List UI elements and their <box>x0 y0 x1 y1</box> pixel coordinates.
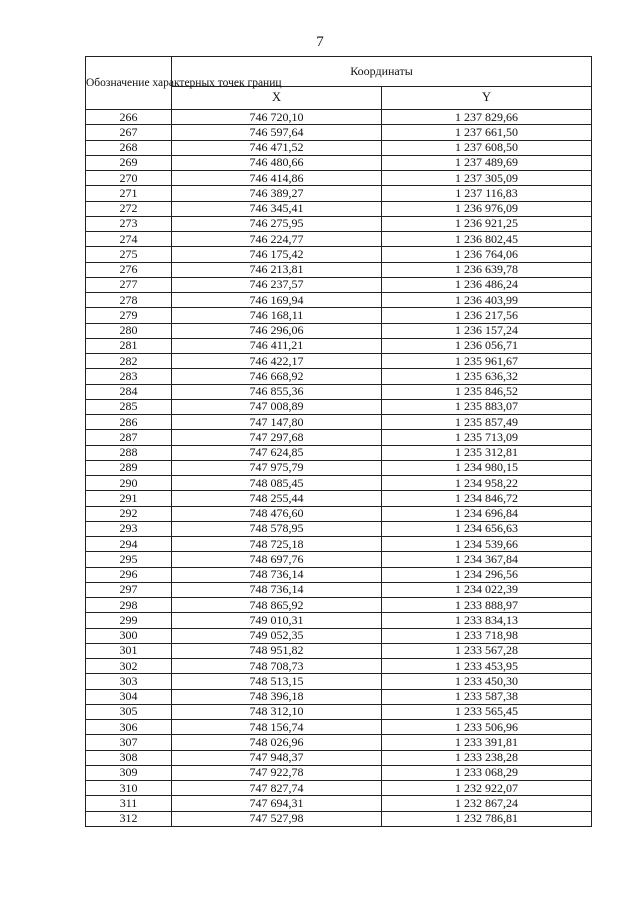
x-coordinate-cell: 748 312,10 <box>172 704 382 719</box>
y-coordinate-cell: 1 236 802,45 <box>382 232 592 247</box>
table-row <box>86 430 592 445</box>
y-coordinate-cell: 1 234 539,66 <box>382 537 592 552</box>
point-id-cell: 287 <box>86 430 172 445</box>
point-id-cell: 299 <box>86 613 172 628</box>
table-row <box>86 521 592 536</box>
x-coordinate-cell: 746 422,17 <box>172 354 382 369</box>
y-coordinate-cell: 1 234 367,84 <box>382 552 592 567</box>
table-row <box>86 171 592 186</box>
y-coordinate-cell: 1 237 661,50 <box>382 125 592 140</box>
y-coordinate-cell: 1 237 116,83 <box>382 186 592 201</box>
y-coordinate-cell: 1 237 489,69 <box>382 155 592 170</box>
page-number: 7 <box>316 34 324 50</box>
point-id-cell: 271 <box>86 186 172 201</box>
table-row <box>86 247 592 262</box>
x-coordinate-cell: 746 411,21 <box>172 338 382 353</box>
x-coordinate-cell: 748 085,45 <box>172 476 382 491</box>
y-coordinate-cell: 1 233 888,97 <box>382 598 592 613</box>
x-coordinate-cell: 747 694,31 <box>172 796 382 811</box>
table-row <box>86 415 592 430</box>
table-row <box>86 338 592 353</box>
point-id-cell: 305 <box>86 704 172 719</box>
y-coordinate-cell: 1 232 922,07 <box>382 781 592 796</box>
x-coordinate-cell: 746 275,95 <box>172 216 382 231</box>
x-coordinate-cell: 748 396,18 <box>172 689 382 704</box>
point-id-cell: 291 <box>86 491 172 506</box>
table-row <box>86 552 592 567</box>
y-coordinate-cell: 1 232 867,24 <box>382 796 592 811</box>
x-coordinate-cell: 748 476,60 <box>172 506 382 521</box>
coordinates-header: Координаты <box>172 57 592 87</box>
x-coordinate-cell: 748 708,73 <box>172 659 382 674</box>
point-id-cell: 273 <box>86 216 172 231</box>
table-row <box>86 735 592 750</box>
table-row <box>86 201 592 216</box>
x-coordinate-cell: 748 951,82 <box>172 643 382 658</box>
point-column-header: Обозначение характерных точек границ <box>86 57 172 110</box>
table-row <box>86 476 592 491</box>
table-row <box>86 628 592 643</box>
x-coordinate-cell: 746 296,06 <box>172 323 382 338</box>
x-coordinate-cell: 747 008,89 <box>172 399 382 414</box>
point-id-cell: 288 <box>86 445 172 460</box>
y-coordinate-cell: 1 236 157,24 <box>382 323 592 338</box>
x-coordinate-cell: 748 736,14 <box>172 567 382 582</box>
table-row <box>86 277 592 292</box>
y-coordinate-cell: 1 236 486,24 <box>382 277 592 292</box>
table-row <box>86 765 592 780</box>
y-coordinate-cell: 1 236 639,78 <box>382 262 592 277</box>
point-id-cell: 274 <box>86 232 172 247</box>
y-coordinate-cell: 1 236 056,71 <box>382 338 592 353</box>
x-coordinate-cell: 746 414,86 <box>172 171 382 186</box>
x-coordinate-cell: 748 725,18 <box>172 537 382 552</box>
x-coordinate-cell: 748 156,74 <box>172 720 382 735</box>
y-coordinate-cell: 1 234 022,39 <box>382 582 592 597</box>
y-coordinate-cell: 1 237 829,66 <box>382 110 592 125</box>
x-coordinate-cell: 748 578,95 <box>172 521 382 536</box>
table-row <box>86 582 592 597</box>
table-row <box>86 323 592 338</box>
y-coordinate-cell: 1 236 921,25 <box>382 216 592 231</box>
table-row <box>86 674 592 689</box>
y-coordinate-cell: 1 233 450,30 <box>382 674 592 689</box>
table-row <box>86 704 592 719</box>
point-id-cell: 303 <box>86 674 172 689</box>
point-id-cell: 311 <box>86 796 172 811</box>
x-coordinate-cell: 746 224,77 <box>172 232 382 247</box>
table-row <box>86 110 592 125</box>
x-coordinate-cell: 749 052,35 <box>172 628 382 643</box>
table-row <box>86 369 592 384</box>
point-id-cell: 298 <box>86 598 172 613</box>
point-id-cell: 292 <box>86 506 172 521</box>
point-id-cell: 306 <box>86 720 172 735</box>
point-id-cell: 279 <box>86 308 172 323</box>
table-row <box>86 232 592 247</box>
y-coordinate-cell: 1 233 506,96 <box>382 720 592 735</box>
x-coordinate-cell: 748 513,15 <box>172 674 382 689</box>
x-coordinate-cell: 747 624,85 <box>172 445 382 460</box>
x-coordinate-cell: 746 169,94 <box>172 293 382 308</box>
x-coordinate-cell: 747 922,78 <box>172 765 382 780</box>
table-row <box>86 750 592 765</box>
point-id-cell: 295 <box>86 552 172 567</box>
x-coordinate-cell: 748 026,96 <box>172 735 382 750</box>
table-row <box>86 491 592 506</box>
point-id-cell: 301 <box>86 643 172 658</box>
y-coordinate-cell: 1 234 980,15 <box>382 460 592 475</box>
table-row <box>86 811 592 826</box>
table-row <box>86 598 592 613</box>
x-coordinate-cell: 747 948,37 <box>172 750 382 765</box>
point-id-cell: 294 <box>86 537 172 552</box>
point-id-cell: 270 <box>86 171 172 186</box>
point-id-cell: 275 <box>86 247 172 262</box>
x-coordinate-cell: 746 389,27 <box>172 186 382 201</box>
table-row <box>86 506 592 521</box>
y-coordinate-cell: 1 234 656,63 <box>382 521 592 536</box>
point-id-cell: 284 <box>86 384 172 399</box>
point-id-cell: 296 <box>86 567 172 582</box>
point-id-cell: 289 <box>86 460 172 475</box>
table-row <box>86 293 592 308</box>
x-coordinate-cell: 746 175,42 <box>172 247 382 262</box>
y-coordinate-cell: 1 233 718,98 <box>382 628 592 643</box>
x-coordinate-cell: 746 597,64 <box>172 125 382 140</box>
y-coordinate-cell: 1 235 857,49 <box>382 415 592 430</box>
x-coordinate-cell: 746 168,11 <box>172 308 382 323</box>
point-id-cell: 293 <box>86 521 172 536</box>
y-coordinate-cell: 1 232 786,81 <box>382 811 592 826</box>
point-id-cell: 297 <box>86 582 172 597</box>
x-coordinate-cell: 746 345,41 <box>172 201 382 216</box>
coordinates-table <box>85 56 592 827</box>
x-coordinate-cell: 747 147,80 <box>172 415 382 430</box>
table-row <box>86 399 592 414</box>
point-id-cell: 308 <box>86 750 172 765</box>
point-id-cell: 300 <box>86 628 172 643</box>
point-id-cell: 302 <box>86 659 172 674</box>
x-coordinate-cell: 746 471,52 <box>172 140 382 155</box>
y-coordinate-cell: 1 233 391,81 <box>382 735 592 750</box>
y-coordinate-cell: 1 233 565,45 <box>382 704 592 719</box>
y-coordinate-cell: 1 233 453,95 <box>382 659 592 674</box>
point-id-cell: 304 <box>86 689 172 704</box>
table-row <box>86 643 592 658</box>
x-coordinate-cell: 746 720,10 <box>172 110 382 125</box>
point-id-cell: 309 <box>86 765 172 780</box>
y-coordinate-cell: 1 237 305,09 <box>382 171 592 186</box>
y-coordinate-cell: 1 237 608,50 <box>382 140 592 155</box>
table-row <box>86 460 592 475</box>
x-coordinate-cell: 747 827,74 <box>172 781 382 796</box>
table-row <box>86 796 592 811</box>
y-coordinate-cell: 1 233 567,28 <box>382 643 592 658</box>
point-id-cell: 268 <box>86 140 172 155</box>
y-column-header: Y <box>382 86 592 109</box>
point-id-cell: 290 <box>86 476 172 491</box>
point-id-cell: 272 <box>86 201 172 216</box>
y-coordinate-cell: 1 236 403,99 <box>382 293 592 308</box>
x-coordinate-cell: 746 237,57 <box>172 277 382 292</box>
table-row <box>86 689 592 704</box>
table-body <box>86 110 592 827</box>
table-row <box>86 308 592 323</box>
point-id-cell: 281 <box>86 338 172 353</box>
point-id-cell: 266 <box>86 110 172 125</box>
y-coordinate-cell: 1 235 961,67 <box>382 354 592 369</box>
y-coordinate-cell: 1 234 958,22 <box>382 476 592 491</box>
table-row <box>86 262 592 277</box>
point-id-cell: 282 <box>86 354 172 369</box>
point-id-cell: 280 <box>86 323 172 338</box>
y-coordinate-cell: 1 235 883,07 <box>382 399 592 414</box>
table-row <box>86 781 592 796</box>
table-row <box>86 140 592 155</box>
table-row <box>86 354 592 369</box>
table-row <box>86 384 592 399</box>
x-coordinate-cell: 746 668,92 <box>172 369 382 384</box>
point-id-cell: 286 <box>86 415 172 430</box>
point-id-cell: 312 <box>86 811 172 826</box>
x-coordinate-cell: 749 010,31 <box>172 613 382 628</box>
point-id-cell: 307 <box>86 735 172 750</box>
table-row <box>86 216 592 231</box>
table-row <box>86 155 592 170</box>
y-coordinate-cell: 1 233 068,29 <box>382 765 592 780</box>
y-coordinate-cell: 1 233 238,28 <box>382 750 592 765</box>
x-coordinate-cell: 748 697,76 <box>172 552 382 567</box>
y-coordinate-cell: 1 234 296,56 <box>382 567 592 582</box>
x-coordinate-cell: 746 480,66 <box>172 155 382 170</box>
table-row <box>86 186 592 201</box>
x-coordinate-cell: 747 297,68 <box>172 430 382 445</box>
y-coordinate-cell: 1 236 976,09 <box>382 201 592 216</box>
y-coordinate-cell: 1 233 587,38 <box>382 689 592 704</box>
table-row <box>86 613 592 628</box>
y-coordinate-cell: 1 234 696,84 <box>382 506 592 521</box>
point-id-cell: 277 <box>86 277 172 292</box>
x-coordinate-cell: 747 975,79 <box>172 460 382 475</box>
y-coordinate-cell: 1 233 834,13 <box>382 613 592 628</box>
y-coordinate-cell: 1 234 846,72 <box>382 491 592 506</box>
table-header <box>86 57 592 110</box>
y-coordinate-cell: 1 236 217,56 <box>382 308 592 323</box>
y-coordinate-cell: 1 235 846,52 <box>382 384 592 399</box>
x-coordinate-cell: 748 736,14 <box>172 582 382 597</box>
x-column-header: X <box>172 86 382 109</box>
point-id-cell: 283 <box>86 369 172 384</box>
x-coordinate-cell: 747 527,98 <box>172 811 382 826</box>
table-row <box>86 720 592 735</box>
point-id-cell: 285 <box>86 399 172 414</box>
x-coordinate-cell: 748 865,92 <box>172 598 382 613</box>
point-id-cell: 267 <box>86 125 172 140</box>
y-coordinate-cell: 1 235 312,81 <box>382 445 592 460</box>
point-id-cell: 276 <box>86 262 172 277</box>
point-id-cell: 310 <box>86 781 172 796</box>
y-coordinate-cell: 1 236 764,06 <box>382 247 592 262</box>
y-coordinate-cell: 1 235 713,09 <box>382 430 592 445</box>
table-row <box>86 659 592 674</box>
table-row <box>86 567 592 582</box>
y-coordinate-cell: 1 235 636,32 <box>382 369 592 384</box>
x-coordinate-cell: 748 255,44 <box>172 491 382 506</box>
table-row <box>86 125 592 140</box>
point-id-cell: 278 <box>86 293 172 308</box>
x-coordinate-cell: 746 855,36 <box>172 384 382 399</box>
table-row <box>86 445 592 460</box>
x-coordinate-cell: 746 213,81 <box>172 262 382 277</box>
point-id-cell: 269 <box>86 155 172 170</box>
table-row <box>86 537 592 552</box>
